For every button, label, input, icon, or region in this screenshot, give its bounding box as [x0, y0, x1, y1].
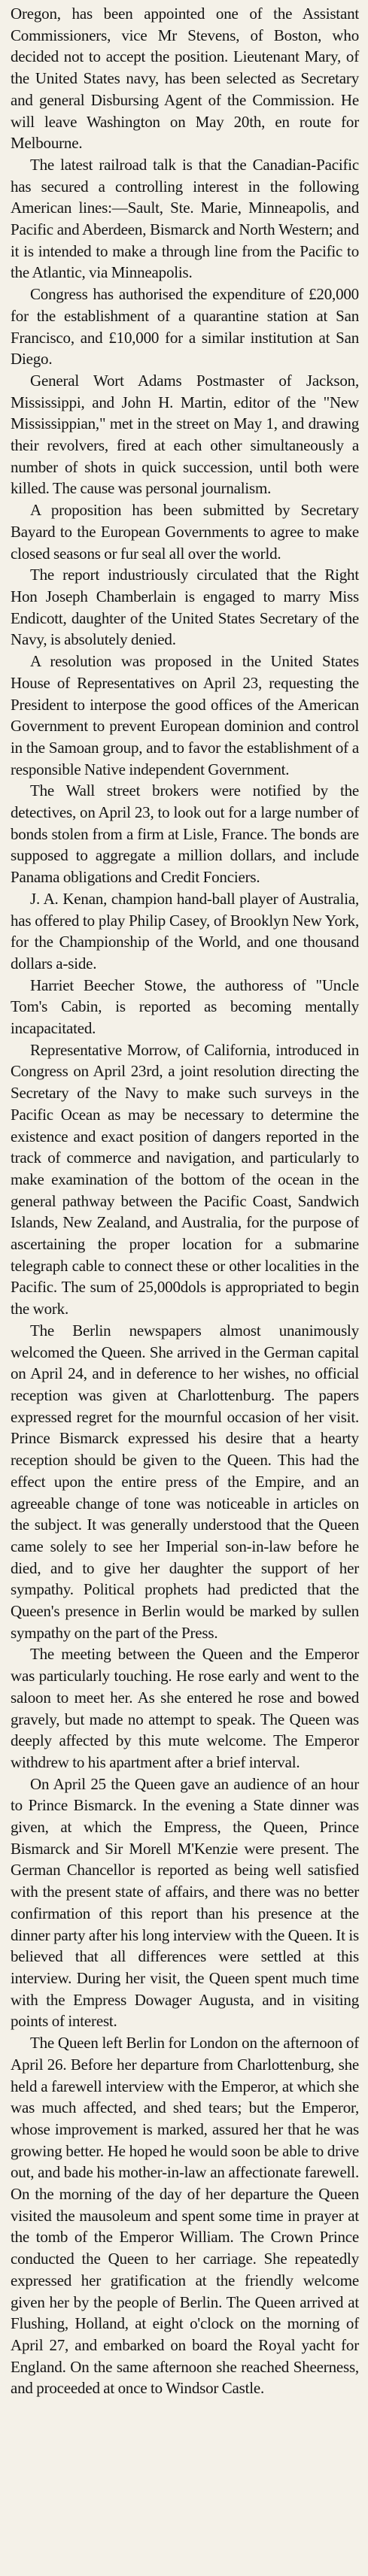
paragraph-commission: Oregon, has been appointed one of the Assistant Commissioners, vice Mr Stevens, of Boston, who decided not to accept the position. Lieutenant Mary, of the United States navy, has been selected as Secretary and general Disbursing Agent of the Commission. He will leave Washington on May 20th, en route for Melbourne.	[11, 5, 359, 153]
paragraph-quarantine: Congress has authorised the expenditure of £20,000 for the establishment of a quarantine station at San Francisco, and £10,000 for a similar institution at San Diego.	[11, 285, 359, 369]
paragraph-jackson-shooting: General Wort Adams Postmaster of Jackson, Mississippi, and John H. Martin, editor of the "New Mississippian," met in the street on May 1, and drawing their revolvers, fired at each other simultaneously a number of shots in quick succession, until both were killed. The cause was personal journalism.	[11, 371, 359, 498]
paragraph-morrow: Representative Morrow, of California, introduced in Congress on April 23rd, a joint resolution directing the Secretary of the Navy to make such surveys in the Pacific Ocean as may be necessary to determine the existence and exact position of dangers reported in the track of commerce and navigation, and particularly to make examination of the bottom of the ocean in the general pathway between the Pacific Coast, Sandwich Islands, New Zealand, and Australia, for the purpose of ascertaining the proper location for a submarine telegraph cable to connect these or other localities in the Pacific. The sum of 25,000dols is appropriated to begin the work.	[11, 1040, 359, 1318]
paragraph-chamberlain: The report industriously circulated that the Right Hon Joseph Chamberlain is engaged to marry Miss Endicott, daughter of the United States Secretary of the Navy, is absolutely denied.	[11, 566, 359, 649]
paragraph-emperor-meeting: The meeting between the Queen and the Emperor was particularly touching. He rose early and went to the saloon to meet her. As she entered he rose and bowed gravely, but made no attempt to speak. The Queen was deeply affected by this mute welcome. The Emperor withdrew to his apartment after a brief interval.	[11, 1645, 359, 1771]
paragraph-stowe: Harriet Beecher Stowe, the authoress of "Uncle Tom's Cabin, is reported as becoming mentally incapacitated.	[11, 975, 359, 1038]
paragraph-queen-departure: The Queen left Berlin for London on the afternoon of April 26. Before her departure from Charlottenburg, she held a farewell interview with the Emperor, at which she was much affected, and shed tears; but the Emperor, whose improvement is marked, assured her that he was growing better. He hoped he would soon be able to drive out, and bade his mother-in-law an affectionate farewell. On the morning of the day of her departure the Queen visited the mausoleum and spent some time in prayer at the tomb of the Emperor William. The Crown Prince conducted the Queen to her carriage. She repeatedly expressed her gratification at the friendly welcome given her by the people of Berlin. The Queen arrived at Flushing, Holland, at eight o'clock on the morning of April 27, and embarked on board the Royal yacht for England. On the same afternoon she reached Sheerness, and proceeded at once to Windsor Castle.	[11, 2034, 359, 2398]
paragraph-seal-seasons: A proposition has been submitted by Secretary Bayard to the European Governments to agree to make closed seasons or fur seal all over the world.	[11, 501, 359, 563]
paragraph-berlin-press: The Berlin newspapers almost unanimously welcomed the Queen. She arrived in the German capital on April 24, and in deference to her wishes, no official reception was given at Charlottenburg. The papers expressed regret for the mournful occasion of her visit. Prince Bismarck expressed his desire that a hearty reception should be given to the Queen. This had the effect upon the entire press of the Empire, and an agreeable change of tone was noticeable in articles on the subject. It was generally understood that the Queen came solely to see her Imperial son-in-law before he died, and to give her daughter the support of her sympathy. Political prophets had predicted that the Queen's presence in Berlin would be marked by sullen sympathy on the part of the Press.	[11, 1321, 359, 1642]
paragraph-wall-street: The Wall street brokers were notified by the detectives, on April 23, to look out for a large number of bonds stolen from a firm at Lisle, France. The bonds are supposed to aggregate a million dollars, and include Panama obligations and Credit Fonciers.	[11, 781, 359, 887]
paragraph-railroad: The latest railroad talk is that the Canadian-Pacific has secured a controlling interest in the following American lines:—Sault, Ste. Marie, Minneapolis, and Pacific and Aberdeen, Bismarck and North Western; and it is intended to make a through line from the Pacific to the Atlantic, via Minneapolis.	[11, 155, 359, 282]
paragraph-bismarck-audience: On April 25 the Queen gave an audience of an hour to Prince Bismarck. In the evening a State dinner was given, at which the Empress, the Queen, Prince Bismarck and Sir Morell M'Kenzie were present. The German Chancellor is reported as being well satisfied with the present state of affairs, and there was no better confirmation of this report than his presence at the dinner party after his long interview with the Queen. It is believed that all differences were settled at this interview. During her visit, the Queen spent much time with the Empress Dowager Augusta, and in visiting points of interest.	[11, 1774, 359, 2031]
paragraph-samoa: A resolution was proposed in the United States House of Representatives on April 23, requesting the President to interpose the good offices of the American Government to prevent European dominion and control in the Samoan group, and to favor the establishment of a responsible Native independent Government.	[11, 652, 359, 778]
paragraph-handball: J. A. Kenan, champion hand-ball player of Australia, has offered to play Philip Casey, of Brooklyn New York, for the Championship of the World, and one thousand dollars a-side.	[11, 889, 359, 972]
